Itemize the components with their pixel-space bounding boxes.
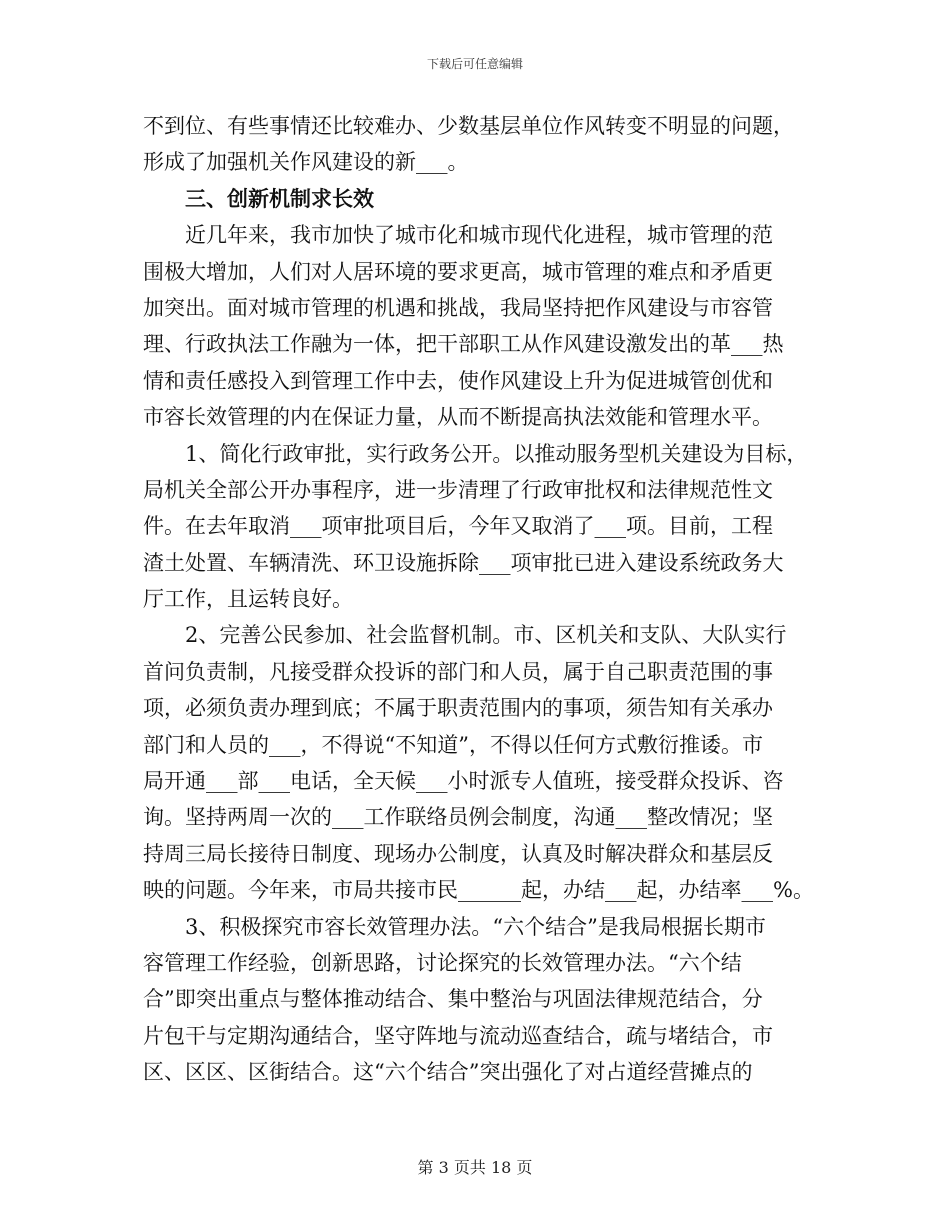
body-line: 件。在去年取消___项审批项目后，今年又取消了___项。目前，工程 xyxy=(143,514,773,539)
paragraph-start: 近几年来，我市加快了城市化和城市现代化进程，城市管理的范 xyxy=(185,223,773,248)
body-line: 持周三局长接待日制度、现场办公制度，认真及时解决群众和基层反 xyxy=(143,841,773,866)
page-number: 第 3 页共 18 页 xyxy=(417,1158,533,1177)
paragraph-start: 2、完善公民参加、社会监督机制。市、区机关和支队、大队实行 xyxy=(185,623,787,648)
body-line: 不到位、有些事情还比较难办、少数基层单位作风转变不明显的问题， xyxy=(143,114,794,138)
body-line: 围极大增加，人们对人居环境的要求更高，城市管理的难点和矛盾更 xyxy=(143,259,773,284)
body-line: 局机关全部公开办事程序，进一步清理了行政审批权和法律规范性文 xyxy=(143,477,773,502)
body-line: 情和责任感投入到管理工作中去，使作风建设上升为促进城管创优和 xyxy=(143,368,773,393)
body-line: 理、行政执法工作融为一体，把干部职工从作风建设激发出的革___热 xyxy=(143,332,784,357)
paragraph-start: 3、积极探究市容长效管理办法。“六个结合”是我局根据长期市 xyxy=(185,914,766,939)
body-line: 区、区区、区街结合。这“六个结合”突出强化了对占道经营摊点的 xyxy=(143,1060,753,1085)
paragraph-start: 1、简化行政审批，实行政务公开。以推动服务型机关建设为目标， xyxy=(185,441,808,466)
body-line: 询。坚持两周一次的___工作联络员例会制度，沟通___整改情况；坚 xyxy=(143,805,773,830)
body-line: 渣土处置、车辆清洗、环卫设施拆除___项审批已进入建设系统政务大 xyxy=(143,550,784,575)
document-body xyxy=(143,108,815,1091)
body-line: 加突出。面对城市管理的机遇和挑战，我局坚持把作风建设与市容管 xyxy=(143,295,773,320)
body-line: 容管理工作经验，创新思路，讨论探究的长效管理办法。“六个结 xyxy=(143,950,742,975)
header-note: 下载后可任意编辑 xyxy=(426,57,523,71)
body-line: 部门和人员的___，不得说“不知道”，不得以任何方式敷衍推诿。市 xyxy=(143,732,763,757)
body-line: 片包干与定期沟通结合，坚守阵地与流动巡查结合，疏与堵结合，市 xyxy=(143,1023,773,1048)
body-line: 首问负责制，凡接受群众投诉的部门和人员，属于自己职责范围的事 xyxy=(143,659,773,684)
body-line: 局开通___部___电话，全天候___小时派专人值班，接受群众投诉、咨 xyxy=(143,769,784,794)
body-line: 市容长效管理的内在保证力量，从而不断提高执法效能和管理水平。 xyxy=(143,405,773,430)
section-heading: 三、创新机制求长效 xyxy=(185,185,374,211)
body-line: 合”即突出重点与整体推动结合、集中整治与巩固法律规范结合，分 xyxy=(143,987,763,1012)
body-line: 形成了加强机关作风建设的新___。 xyxy=(143,150,469,175)
body-line: 映的问题。今年来，市局共接市民______起，办结___起，办结率___%。 xyxy=(143,878,814,903)
body-line: 厅工作，且运转良好。 xyxy=(143,587,353,612)
body-line: 项，必须负责办理到底；不属于职责范围内的事项，须告知有关承办 xyxy=(143,696,773,721)
